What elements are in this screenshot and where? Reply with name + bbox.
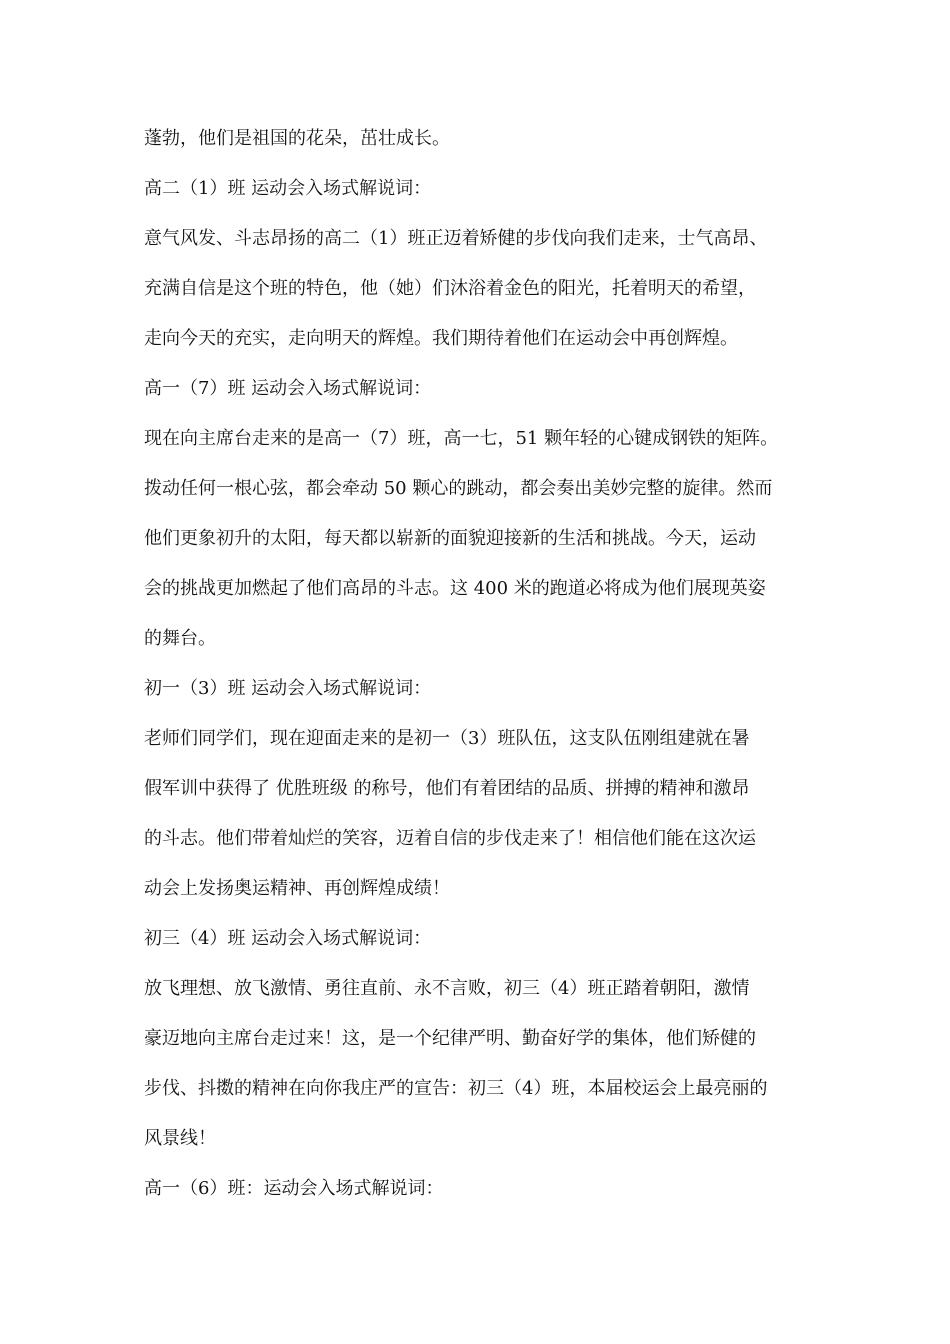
text-line: 豪迈地向主席台走过来！这，是一个纪律严明、勤奋好学的集体，他们矫健的 <box>144 1028 756 1049</box>
text-line: 蓬勃，他们是祖国的花朵，茁壮成长。 <box>144 128 450 149</box>
section-heading: 初一（3）班 运动会入场式解说词： <box>144 678 432 699</box>
text-line: 充满自信是这个班的特色，他（她）们沐浴着金色的阳光，托着明天的希望， <box>144 278 756 299</box>
text-line: 假军训中获得了 优胜班级 的称号，他们有着团结的品质、拼搏的精神和激昂 <box>144 778 750 799</box>
text-line: 意气风发、斗志昂扬的高二（1）班正迈着矫健的步伐向我们走来，士气高昂、 <box>144 228 768 249</box>
text-line: 走向今天的充实，走向明天的辉煌。我们期待着他们在运动会中再创辉煌。 <box>144 328 738 349</box>
text-line: 的舞台。 <box>144 628 216 649</box>
text-line: 动会上发扬奥运精神、再创辉煌成绩！ <box>144 878 450 899</box>
section-heading: 初三（4）班 运动会入场式解说词： <box>144 928 432 949</box>
section-heading: 高一（6）班：运动会入场式解说词： <box>144 1178 444 1199</box>
text-line: 老师们同学们，现在迎面走来的是初一（3）班队伍，这支队伍刚组建就在暑 <box>144 728 750 749</box>
text-line: 放飞理想、放飞激情、勇往直前、永不言败，初三（4）班正踏着朝阳，激情 <box>144 978 750 999</box>
section-heading: 高一（7）班 运动会入场式解说词： <box>144 378 432 399</box>
text-line: 他们更象初升的太阳，每天都以崭新的面貌迎接新的生活和挑战。今天，运动 <box>144 528 756 549</box>
section-heading: 高二（1）班 运动会入场式解说词： <box>144 178 432 199</box>
text-line: 风景线！ <box>144 1128 216 1149</box>
text-line: 会的挑战更加燃起了他们高昂的斗志。这 400 米的跑道必将成为他们展现英姿 <box>144 578 766 599</box>
text-line: 拨动任何一根心弦，都会牵动 50 颗心的跳动，都会奏出美妙完整的旋律。然而 <box>144 478 773 499</box>
text-line: 现在向主席台走来的是高一（7）班，高一七，51 颗年轻的心键成钢铁的矩阵。 <box>144 428 779 449</box>
text-line: 的斗志。他们带着灿烂的笑容，迈着自信的步伐走来了！相信他们能在这次运 <box>144 828 756 849</box>
text-line: 步伐、抖擞的精神在向你我庄严的宣告：初三（4）班，本届校运会上最亮丽的 <box>144 1078 768 1099</box>
